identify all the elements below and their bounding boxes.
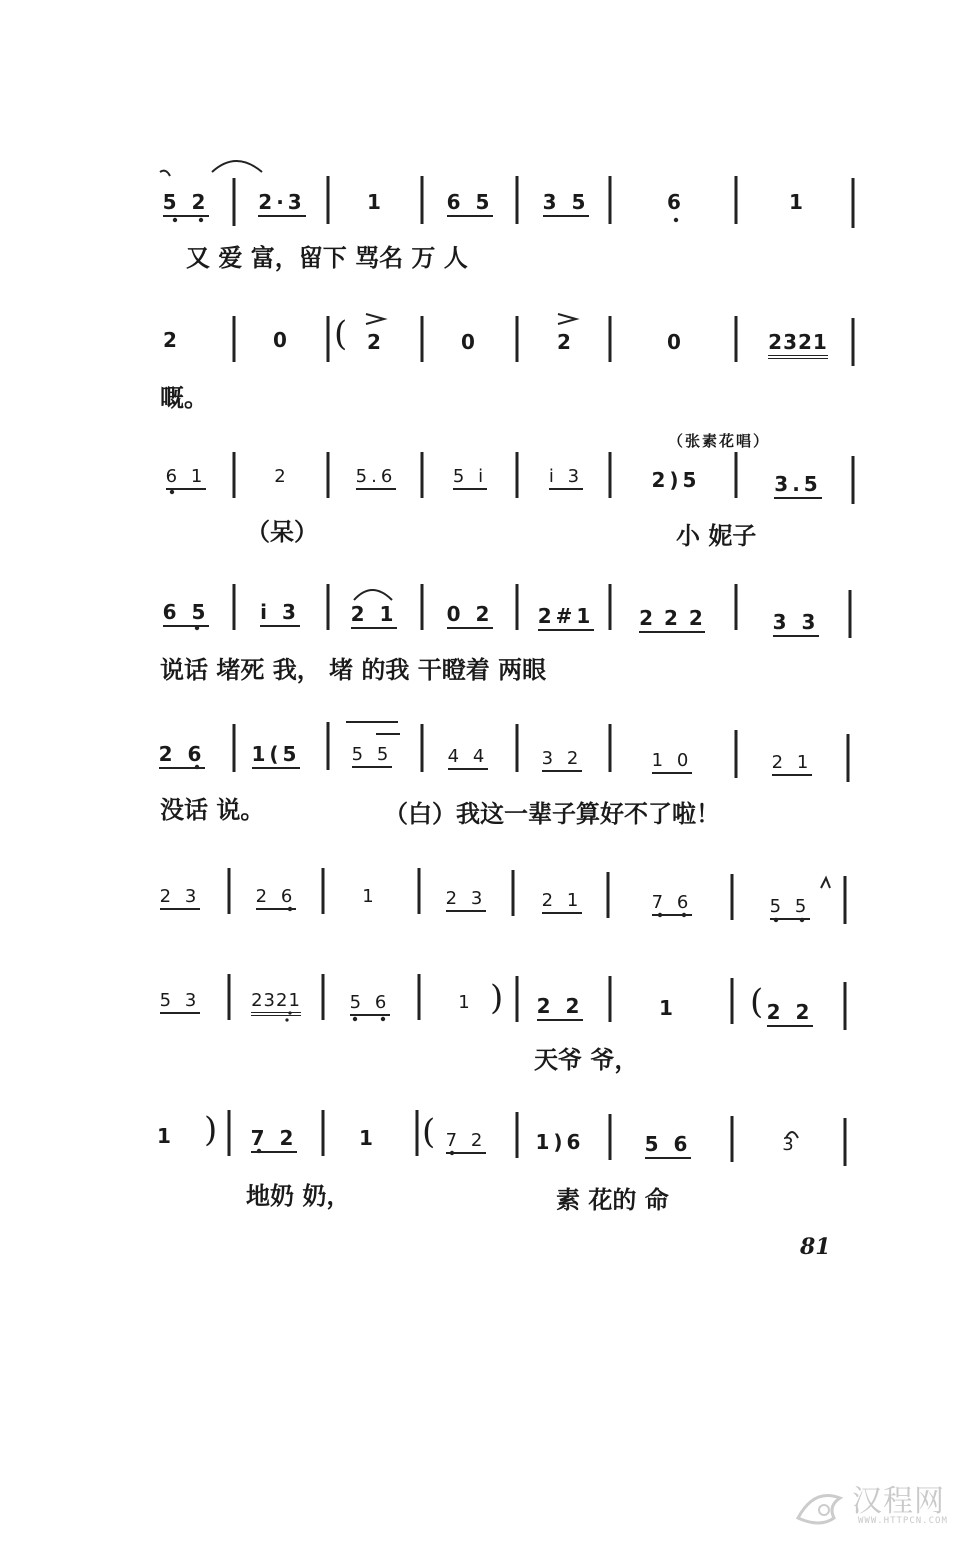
note-group: 1 — [359, 1126, 377, 1150]
note-group: 1 — [367, 190, 385, 214]
lyric-line: 天爷 爷， — [534, 1045, 639, 1074]
watermark-text: 汉程网 — [852, 1484, 945, 1519]
note-group: 2 1 — [334, 602, 414, 626]
note-group: 2 1 — [752, 752, 832, 773]
lyric-line: （呆） — [246, 517, 318, 546]
performer-annotation: （张素花唱） — [668, 432, 771, 450]
lyric-line: 说话 堵死 我， 堵 的我 干瞪着 两眼 — [160, 655, 547, 684]
note-group: 1)6 — [535, 1130, 585, 1154]
note-group: 6 5 — [146, 600, 226, 624]
lyric-line: 又 爱 富，留下 骂名 万 人 — [186, 243, 468, 272]
note-group: 5 5 — [750, 896, 830, 917]
note-group: 5.6 — [336, 466, 416, 487]
note-group: 1(5 — [236, 742, 316, 766]
note-group: 6 5 — [430, 190, 510, 214]
lyric-line: 嘅。 — [160, 383, 208, 412]
note-group: 5 2 — [146, 190, 226, 214]
note-group: 3 5 — [526, 190, 606, 214]
note-group: 6 1 — [146, 466, 226, 487]
note-group: 2)5 — [651, 468, 701, 492]
open-paren: ( — [422, 1112, 436, 1152]
note-group: 1 — [458, 992, 474, 1013]
note-group: 0 — [273, 328, 291, 352]
note-group: 1 — [157, 1124, 175, 1148]
note-group: 2321 — [236, 990, 316, 1011]
note-group: 2#1 — [526, 604, 606, 628]
lyric-line: 地奶 奶， — [246, 1181, 351, 1210]
watermark-url: WWW.HTTPCN.COM — [858, 1516, 948, 1526]
open-paren: ( — [750, 982, 764, 1022]
lyric-line: （白）我这一辈子算好不了啦！ — [384, 799, 720, 828]
note-group: 5 5 — [332, 744, 412, 765]
close-paren: ) — [490, 978, 504, 1018]
note-group: 3.5 — [758, 472, 838, 496]
note-group: 2 3 — [140, 886, 220, 907]
note-group: 7 2 — [426, 1130, 506, 1151]
open-paren: ( — [334, 314, 348, 354]
note-group: 1 — [789, 190, 807, 214]
note-group: 3 2 — [522, 748, 602, 769]
note-group: 4 4 — [428, 746, 508, 767]
note-group: 2 1 — [522, 890, 602, 911]
lyric-line: 小 妮子 — [676, 521, 757, 550]
note-group: 2321 — [758, 330, 838, 354]
note-group: 2 6 — [236, 886, 316, 907]
note-group: 5 i — [430, 466, 510, 487]
note-group: 2 — [367, 330, 385, 354]
note-group: 0 — [461, 330, 479, 354]
note-group: 2 2 2 — [632, 606, 712, 630]
note-group: 2 — [557, 330, 575, 354]
note-group: 3 3 — [756, 610, 836, 634]
fermata-note: 3 — [782, 1134, 798, 1155]
note-group: i 3 — [240, 600, 320, 624]
note-group: 2·3 — [242, 190, 322, 214]
note-group: 1 0 — [632, 750, 712, 771]
note-group: 1 — [659, 996, 677, 1020]
note-group: i 3 — [526, 466, 606, 487]
lyric-line: 没话 说。 — [160, 795, 265, 824]
close-paren: ) — [204, 1110, 218, 1150]
note-group: 2 2 — [520, 994, 600, 1018]
note-group: 2 — [274, 466, 290, 487]
note-group: 2 6 — [142, 742, 222, 766]
page-number: 81 — [800, 1234, 831, 1260]
note-group: 7 6 — [632, 892, 712, 913]
note-group: 2 2 — [750, 1000, 830, 1024]
note-group: 0 2 — [430, 602, 510, 626]
note-group: 5 6 — [628, 1132, 708, 1156]
note-group: 5 6 — [330, 992, 410, 1013]
note-group: 5 3 — [140, 990, 220, 1011]
note-group: 7 2 — [234, 1126, 314, 1150]
lyric-line: 素 花的 命 — [556, 1185, 669, 1214]
note-group: 1 — [362, 886, 378, 907]
note-group: 2 3 — [426, 888, 506, 909]
note-group: 6 — [667, 190, 685, 214]
note-group: 2 — [163, 328, 181, 352]
note-group: 0 — [667, 330, 685, 354]
